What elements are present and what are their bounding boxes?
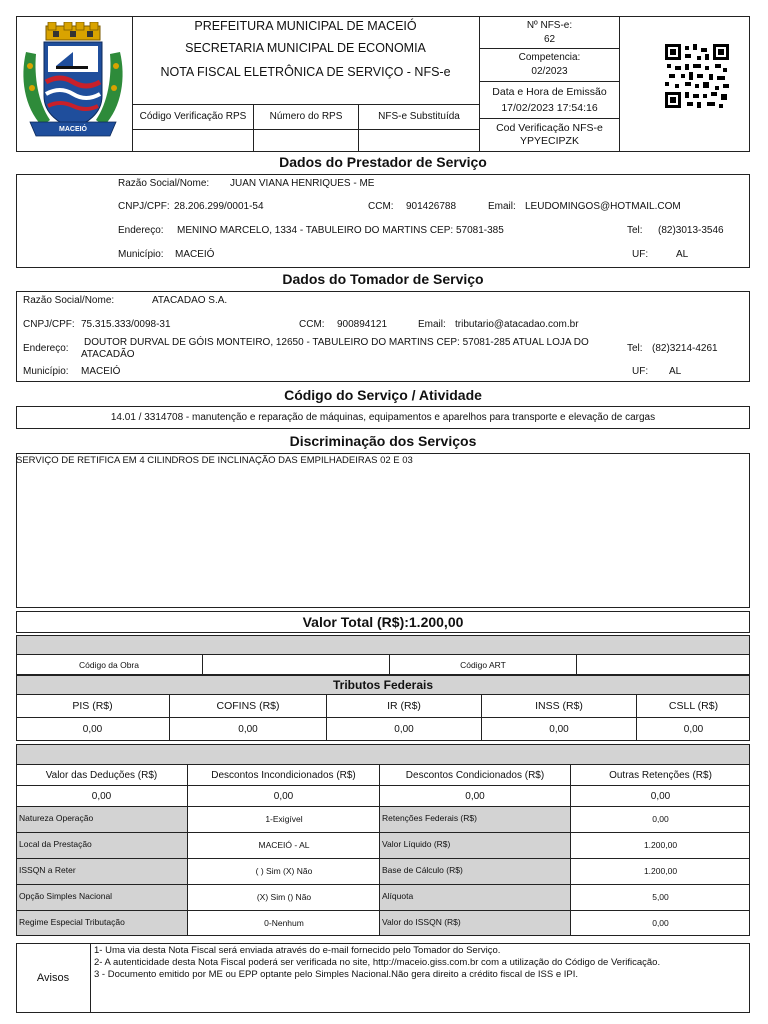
header-box bbox=[16, 16, 750, 152]
tomador-cnpj-label: CNPJ/CPF: bbox=[23, 319, 75, 330]
tomador-razao: ATACADAO S.A. bbox=[152, 295, 228, 306]
tomador-uf: AL bbox=[669, 366, 682, 377]
prestador-municipio-label: Município: bbox=[118, 249, 164, 260]
servico-title: Código do Serviço / Atividade bbox=[284, 387, 482, 403]
descontos-incondicionados-value: 0,00 bbox=[273, 791, 294, 802]
detalhes-row bbox=[16, 884, 750, 910]
prestador-email-label: Email: bbox=[488, 201, 516, 212]
nfse-number-label: Nº NFS-e: bbox=[526, 20, 573, 31]
prestador-email[interactable]: LEUDOMINGOS@HOTMAIL.COM bbox=[525, 201, 681, 212]
aliquota-label: Alíquota bbox=[382, 891, 414, 901]
csll-value: 0,00 bbox=[683, 723, 704, 735]
discriminacao-texto: SERVIÇO DE RETIFICA EM 4 CILINDROS DE INCLINAÇÃO DAS EMPILHADEIRAS 02 E 03 bbox=[16, 455, 413, 466]
prestador-endereco: MENINO MARCELO, 1334 - TABULEIRO DO MARTINS CEP: 57081-385 bbox=[177, 225, 504, 236]
coat-of-arms-logo bbox=[20, 22, 126, 140]
base-calculo-value: 1.200,00 bbox=[643, 866, 678, 876]
prestador-endereco-label: Endereço: bbox=[118, 225, 164, 236]
tributos-title: Tributos Federais bbox=[16, 675, 750, 695]
codigo-obra-value bbox=[203, 655, 389, 674]
natureza-operacao-label: Natureza Operação bbox=[19, 813, 94, 823]
cofins-header: COFINS (R$) bbox=[216, 700, 280, 712]
inss-header: INSS (R$) bbox=[535, 700, 583, 712]
tomador-razao-label: Razão Social/Nome: bbox=[23, 295, 115, 306]
prestador-razao-label: Razão Social/Nome: bbox=[118, 178, 210, 189]
deducoes-header: Valor das Deduções (R$) bbox=[45, 769, 158, 781]
valor-issqn-value: 0,00 bbox=[652, 918, 669, 928]
outras-retencoes-header: Outras Retenções (R$) bbox=[609, 769, 712, 781]
header-secretaria: SECRETARIA MUNICIPAL DE ECONOMIA bbox=[185, 41, 426, 55]
prestador-municipio: MACEIÓ bbox=[175, 249, 215, 260]
deducoes-value: 0,00 bbox=[91, 791, 112, 802]
issqn-reter-value: ( ) Sim (X) Não bbox=[255, 866, 313, 876]
avisos-label: Avisos bbox=[36, 972, 70, 984]
ir-header: IR (R$) bbox=[387, 700, 421, 712]
codigo-obra-label: Código da Obra bbox=[78, 659, 139, 670]
detalhes-row bbox=[16, 910, 750, 936]
prestador-ccm: 901426788 bbox=[406, 201, 457, 212]
detalhes-row bbox=[16, 832, 750, 858]
natureza-operacao-value: 1-Exigível bbox=[265, 814, 303, 824]
valor-issqn-label: Valor do ISSQN (R$) bbox=[382, 917, 461, 927]
aviso-1: 1- Uma via desta Nota Fiscal será enviada através do e-mail fornecido pelo Tomador do Serviço. bbox=[94, 945, 501, 956]
tomador-municipio: MACEIÓ bbox=[81, 366, 121, 377]
tomador-email[interactable]: tributario@atacadao.com.br bbox=[455, 319, 579, 330]
descontos-condicionados-value: 0,00 bbox=[465, 791, 485, 802]
cod-verificacao-label: Cod Verificação NFS-e bbox=[496, 121, 603, 134]
regime-especial-value: 0-Nenhum bbox=[264, 918, 304, 928]
prestador-razao: JUAN VIANA HENRIQUES - ME bbox=[230, 178, 375, 189]
tomador-ccm: 900894121 bbox=[337, 319, 388, 330]
prestador-cnpj: 28.206.299/0001-54 bbox=[174, 201, 264, 212]
competencia-value: 02/2023 bbox=[531, 66, 568, 77]
tomador-municipio-label: Município: bbox=[23, 366, 69, 377]
detalhes-row bbox=[16, 806, 750, 832]
tomador-ccm-label: CCM: bbox=[299, 319, 325, 330]
aviso-2: 2- A autenticidade desta Nota Fiscal poderá ser verificada no site, http://maceio.giss.com.br com a utilização do Código de Verificação. bbox=[94, 957, 661, 968]
emissao-label: Data e Hora de Emissão bbox=[492, 86, 607, 98]
detalhes-row bbox=[16, 858, 750, 884]
prestador-title: Dados do Prestador de Serviço bbox=[279, 154, 487, 170]
ir-value: 0,00 bbox=[394, 723, 414, 735]
cofins-value: 0,00 bbox=[238, 723, 258, 735]
prestador-ccm-label: CCM: bbox=[368, 201, 394, 212]
pis-header: PIS (R$) bbox=[72, 700, 113, 712]
prestador-uf-label: UF: bbox=[632, 249, 649, 260]
codigo-art-value bbox=[577, 655, 750, 674]
servico-codigo: 14.01 / 3314708 - manutenção e reparação de máquinas, equipamentos e aparelhos para transporte e elevação de cargas bbox=[16, 406, 750, 429]
codigo-verificacao-rps-label: Código Verificação RPS bbox=[139, 111, 247, 122]
obra-header-bar bbox=[16, 635, 750, 655]
prestador-uf: AL bbox=[676, 249, 689, 260]
tomador-title: Dados do Tomador de Serviço bbox=[282, 271, 484, 287]
seal-ribbon-text: MACEIÓ bbox=[59, 125, 87, 133]
local-prestacao-label: Local da Prestação bbox=[19, 839, 92, 849]
retencoes-federais-value: 0,00 bbox=[652, 814, 669, 824]
opcao-simples-value: (X) Sim () Não bbox=[256, 892, 312, 902]
tomador-endereco-line2: ATACADÃO bbox=[81, 349, 135, 360]
nfse-substituida-label: NFS-e Substituída bbox=[378, 111, 460, 122]
qr-code-icon bbox=[665, 44, 729, 108]
opcao-simples-label: Opção Simples Nacional bbox=[19, 891, 113, 901]
aviso-3: 3 - Documento emitido por ME ou EPP optante pelo Simples Nacional.Não gera direito a crédito fiscal de ISS e IPI. bbox=[94, 969, 579, 980]
prestador-cnpj-label: CNPJ/CPF: bbox=[118, 201, 170, 212]
base-calculo-label: Base de Cálculo (R$) bbox=[382, 865, 463, 875]
tomador-tel: (82)3214-4261 bbox=[652, 343, 718, 354]
prestador-tel: (82)3013-3546 bbox=[658, 225, 724, 236]
tomador-uf-label: UF: bbox=[632, 366, 649, 377]
valor-liquido-label: Valor Líquido (R$) bbox=[382, 839, 451, 849]
tomador-tel-label: Tel: bbox=[627, 343, 643, 354]
tomador-endereco-label: Endereço: bbox=[23, 343, 69, 354]
valor-total: Valor Total (R$):1.200,00 bbox=[16, 611, 750, 633]
descontos-incondicionados-header: Descontos Incondicionados (R$) bbox=[211, 769, 356, 781]
csll-header: CSLL (R$) bbox=[668, 700, 719, 712]
competencia-label: Competencia: bbox=[518, 52, 581, 63]
discriminacao-title: Discriminação dos Serviços bbox=[289, 433, 477, 449]
tomador-cnpj: 75.315.333/0098-31 bbox=[81, 319, 171, 330]
cod-verificacao-value: YPYECIPZK bbox=[520, 134, 579, 147]
codigo-art-label: Código ART bbox=[460, 659, 506, 670]
local-prestacao-value: MACEIÓ - AL bbox=[258, 840, 310, 850]
valor-liquido-value: 1.200,00 bbox=[643, 840, 678, 850]
header-prefeitura: PREFEITURA MUNICIPAL DE MACEIÓ bbox=[194, 19, 417, 33]
tomador-endereco-line1: DOUTOR DURVAL DE GÓIS MONTEIRO, 12650 - TABULEIRO DO MARTINS CEP: 57081-285 ATUAL LOJA DO bbox=[84, 337, 589, 348]
numero-rps-label: Número do RPS bbox=[269, 111, 343, 122]
aliquota-value: 5,00 bbox=[652, 892, 669, 902]
tomador-email-label: Email: bbox=[418, 319, 446, 330]
retencoes-federais-label: Retenções Federais (R$) bbox=[382, 813, 477, 823]
descontos-condicionados-header: Descontos Condicionados (R$) bbox=[405, 769, 545, 781]
inss-value: 0,00 bbox=[549, 723, 569, 735]
prestador-tel-label: Tel: bbox=[627, 225, 643, 236]
issqn-reter-label: ISSQN a Reter bbox=[19, 865, 76, 875]
pis-value: 0,00 bbox=[82, 723, 103, 735]
nfse-number: 62 bbox=[543, 34, 556, 45]
qr-code[interactable] bbox=[665, 44, 729, 108]
regime-especial-label: Regime Especial Tributação bbox=[19, 917, 125, 927]
header-nota-fiscal: NOTA FISCAL ELETRÔNICA DE SERVIÇO - NFS-e bbox=[160, 65, 451, 79]
deducoes-header-bar bbox=[16, 744, 750, 765]
discriminacao-box bbox=[16, 453, 750, 608]
outras-retencoes-value: 0,00 bbox=[650, 791, 671, 802]
emissao-value: 17/02/2023 17:54:16 bbox=[501, 102, 598, 114]
